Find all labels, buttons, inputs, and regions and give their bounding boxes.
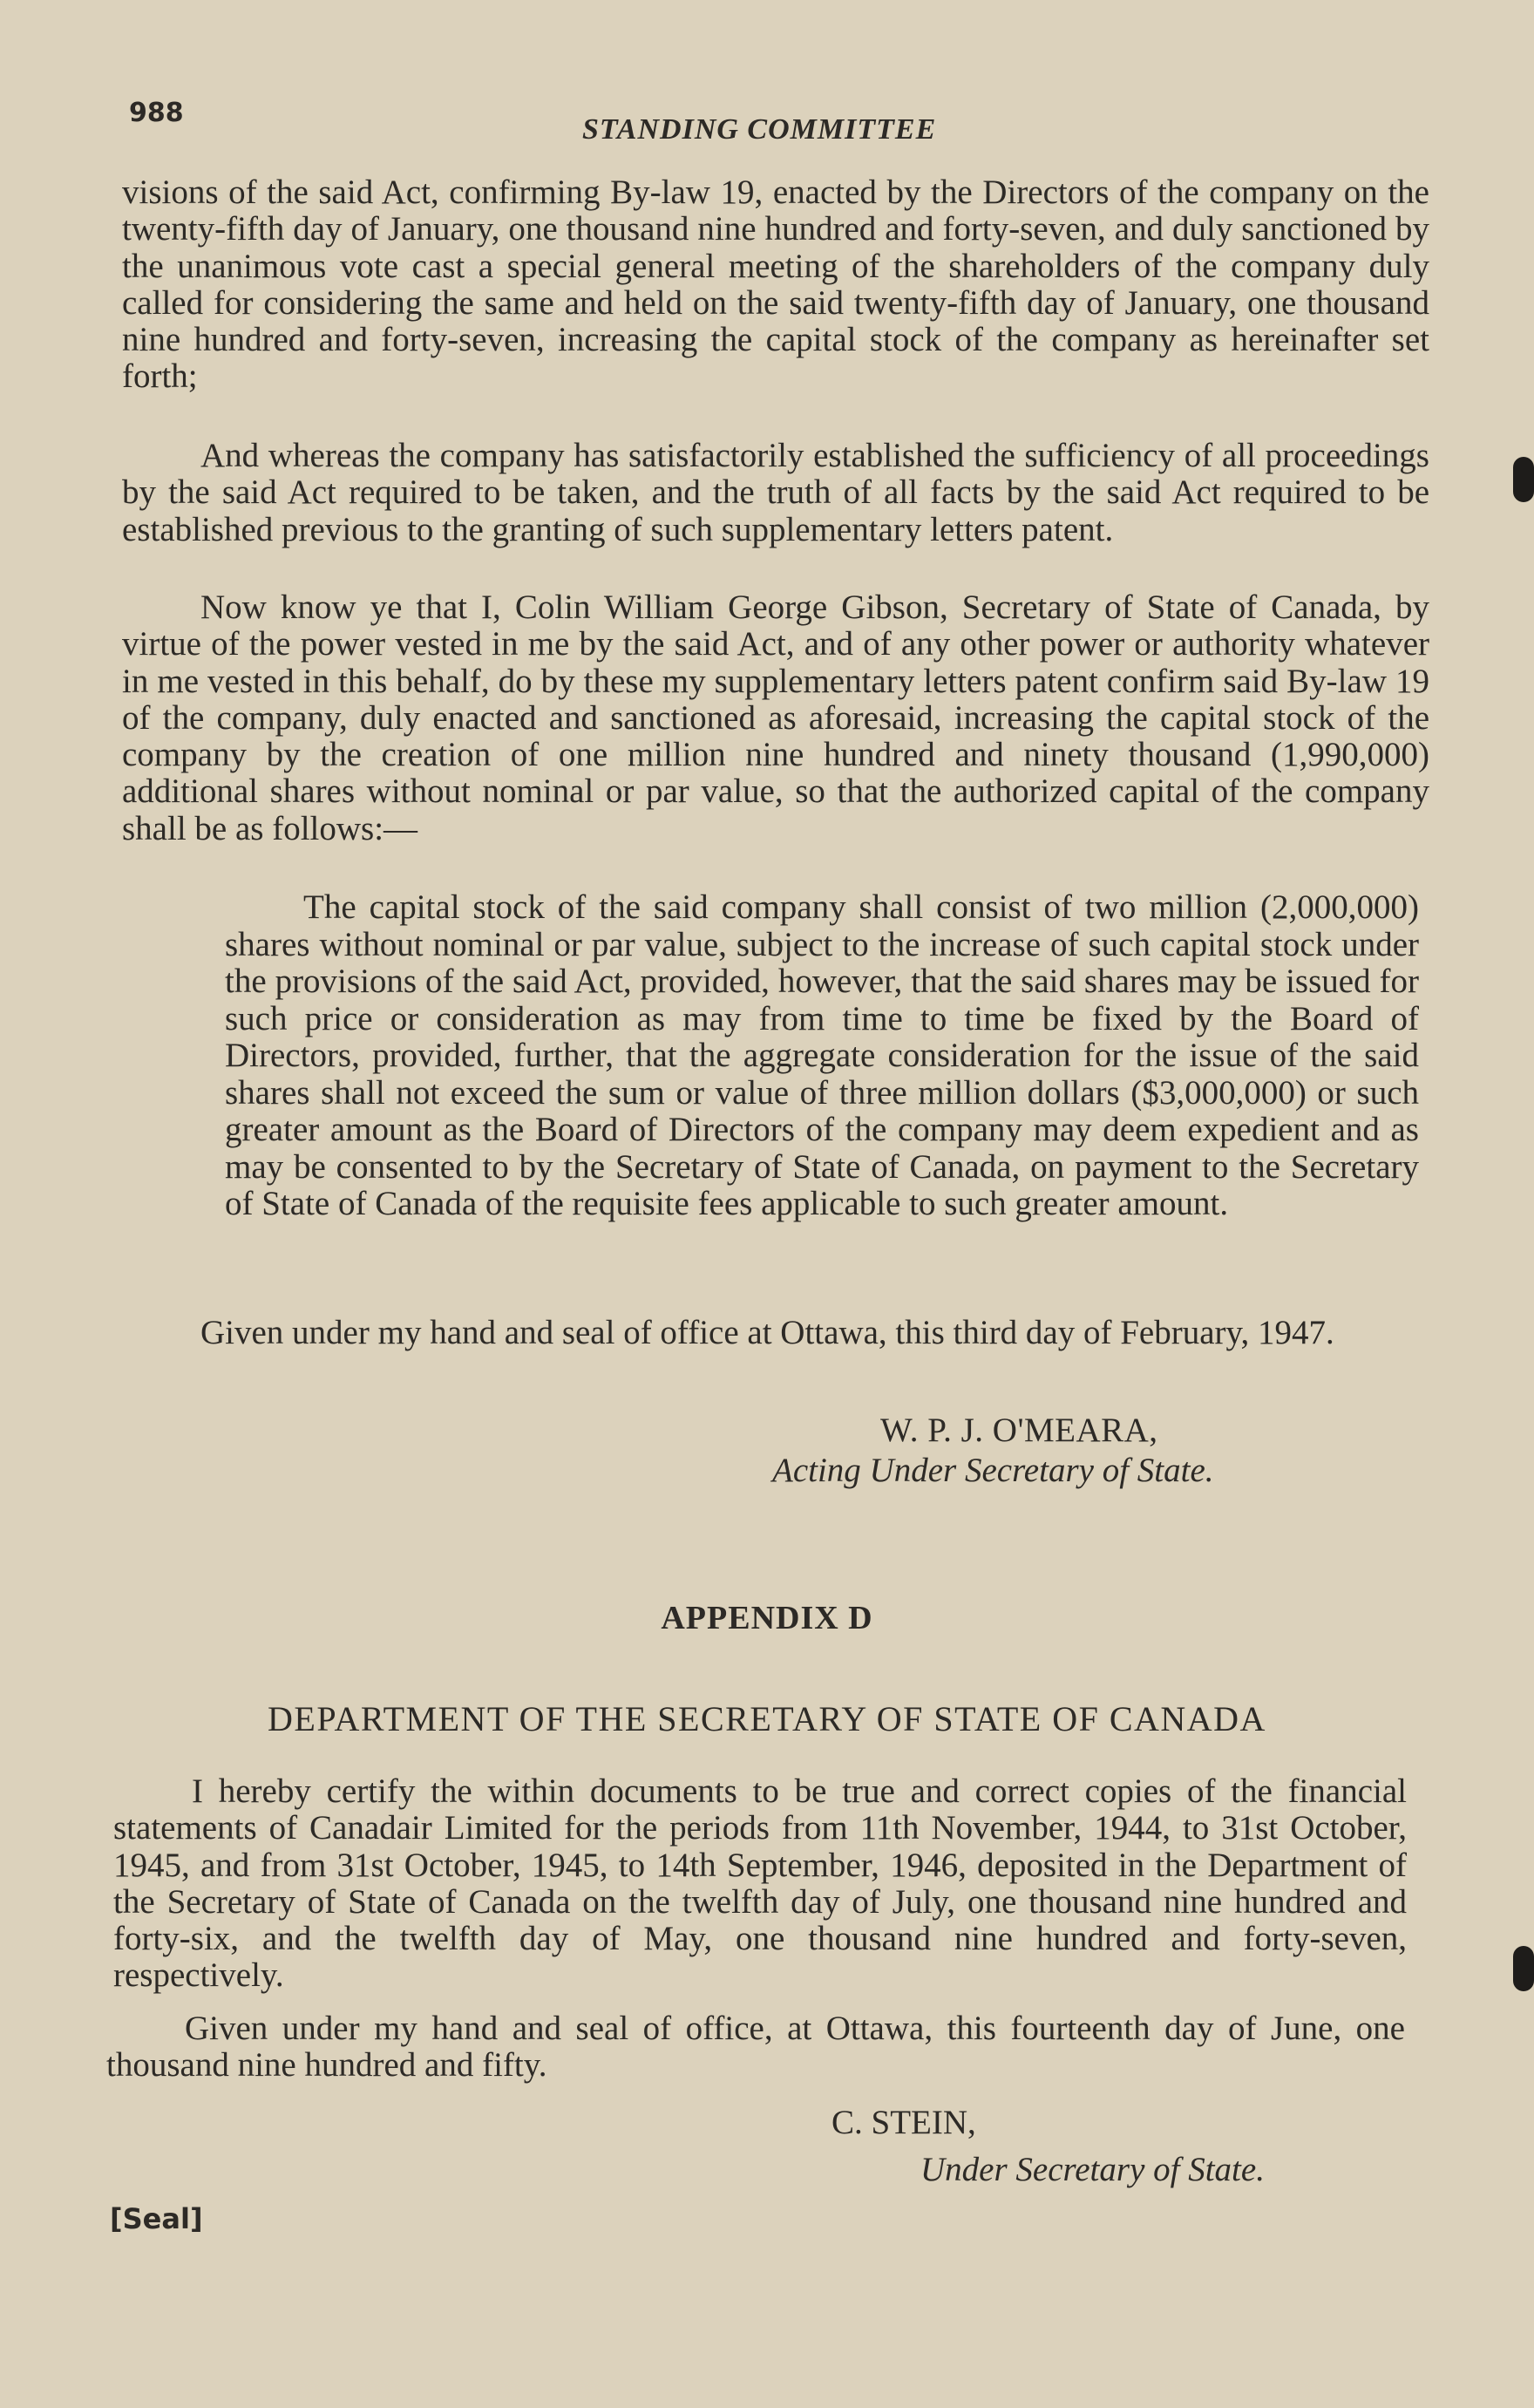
signer-stein-name: C. STEIN, xyxy=(831,2104,976,2141)
given-under-hand-1950: Given under my hand and seal of office, at Ottawa, this fourteenth day of June, one thousand nine hundred and fifty. xyxy=(106,2010,1405,2085)
given-under-hand-1947: Given under my hand and seal of office at Ottawa, this third day of February, 1947. xyxy=(200,1314,1334,1351)
signer-omeara-title: Acting Under Secretary of State. xyxy=(772,1452,1214,1489)
running-head: STANDING COMMITTEE xyxy=(582,113,937,146)
page-number: 988 xyxy=(129,98,184,128)
certification-paragraph: I hereby certify the within documents to be true and correct copies of the financial statements of Canadair Limited for the periods from 11th November, 1944, to 31st October, 1945, and from 31st October, 1945, to 14th September, 1946, deposited in the Department of the Secretary of State of Canada on the twelfth day of July, one thousand nine hundred and forty-six, and the twelfth day of May, one thousand nine hundred and forty-seven, respectively. xyxy=(113,1772,1407,1995)
appendix-title: APPENDIX D xyxy=(661,1600,873,1636)
seal-label: [Seal] xyxy=(110,2202,203,2235)
paragraph-continuation: visions of the said Act, confirming By-law 19, enacted by the Directors of the company on the twenty-fifth day of January, one thousand nine hundred and forty-seven, and duly sanctioned by the unanimous vote cast a special general meeting of the shareholders of the company duly called for considering the same and held on the said twenty-fifth day of January, one thousand nine hundred and forty-seven, increasing the capital stock of the company as hereinafter set forth; xyxy=(122,173,1429,396)
binding-hole-top xyxy=(1513,457,1534,502)
capital-stock-quote: The capital stock of the said company shall consist of two million (2,000,000) shares without nominal or par value, subject to the increase of such capital stock under the provisions of the said Act, provided, however, that the said shares may be issued for such price or consideration as may from time to time be fixed by the Board of Directors, provided, further, that the aggregate consideration for the issue of the said shares shall not exceed the sum or value of three million dollars ($3,000,000) or such greater amount as the Board of Directors of the company may deem expedient and as may be consented to by the Secretary of State of Canada, on payment to the Secretary of State of Canada of the requisite fees applicable to such greater amount. xyxy=(225,888,1419,1222)
signer-stein-title: Under Secretary of State. xyxy=(920,2151,1265,2188)
department-title: DEPARTMENT OF THE SECRETARY OF STATE OF CANADA xyxy=(268,1699,1266,1738)
paragraph-whereas: And whereas the company has satisfactorily established the sufficiency of all proceedings by the said Act required to be taken, and the truth of all facts by the said Act required to be established previous to the granting of such supplementary letters patent. xyxy=(122,437,1429,548)
binding-hole-bottom xyxy=(1513,1946,1534,1991)
signer-omeara-name: W. P. J. O'MEARA, xyxy=(880,1411,1158,1449)
paragraph-now-know-ye: Now know ye that I, Colin William George Gibson, Secretary of State of Canada, by virtue of the power vested in me by the said Act, and of any other power or authority whatever in me vested in this behalf, do by these my supplementary letters patent confirm said By-law 19 of the company, duly enacted and sanctioned as aforesaid, increasing the capital stock of the company by the creation of one million nine hundred and ninety thousand (1,990,000) additional shares without nominal or par value, so that the authorized capital of the company shall be as follows:— xyxy=(122,588,1429,847)
